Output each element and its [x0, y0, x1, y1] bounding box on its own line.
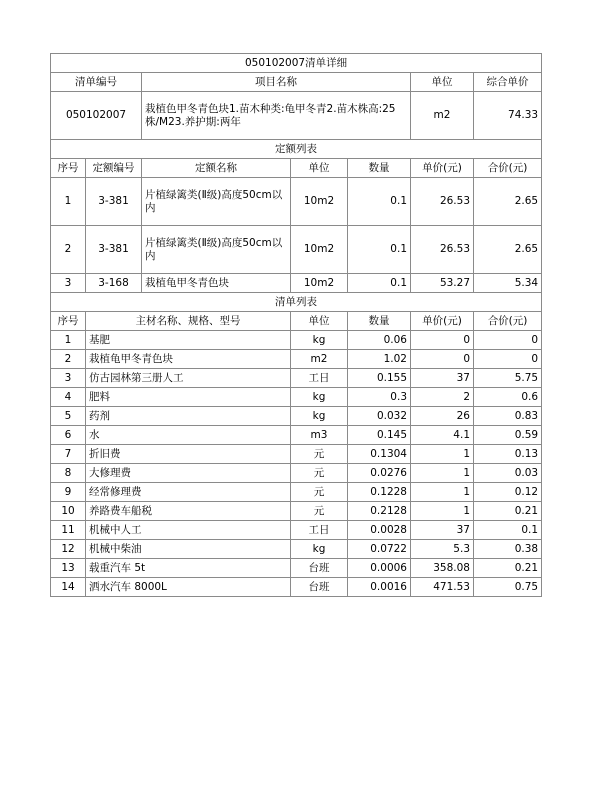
material-qty: 0.2128 — [348, 502, 411, 521]
material-qty: 0.0028 — [348, 521, 411, 540]
quota-row — [51, 274, 542, 293]
material-total: 0.83 — [474, 407, 542, 426]
material-no: 2 — [51, 350, 86, 369]
material-no: 1 — [51, 331, 86, 350]
material-name: 经常修理费 — [86, 483, 291, 502]
material-name: 药剂 — [86, 407, 291, 426]
material-unit: 元 — [291, 445, 348, 464]
material-total: 0.13 — [474, 445, 542, 464]
material-price: 1 — [411, 483, 474, 502]
material-price: 471.53 — [411, 578, 474, 597]
material-name: 大修理费 — [86, 464, 291, 483]
quota-qty: 0.1 — [348, 226, 411, 274]
material-row — [51, 540, 542, 559]
material-no: 11 — [51, 521, 86, 540]
detail-table — [50, 53, 542, 597]
material-total: 0.75 — [474, 578, 542, 597]
material-price: 37 — [411, 521, 474, 540]
quota-qty: 0.1 — [348, 178, 411, 226]
material-qty: 0.3 — [348, 388, 411, 407]
material-price-header: 单价(元) — [411, 312, 474, 331]
material-total: 0.6 — [474, 388, 542, 407]
quota-code-header: 定额编号 — [86, 159, 142, 178]
material-name-header: 主材名称、规格、型号 — [86, 312, 291, 331]
list-item-unit: m2 — [411, 92, 474, 140]
quota-section-title: 定额列表 — [51, 140, 542, 159]
material-unit: 元 — [291, 464, 348, 483]
quota-price: 26.53 — [411, 178, 474, 226]
material-no: 12 — [51, 540, 86, 559]
material-qty: 0.06 — [348, 331, 411, 350]
material-no: 4 — [51, 388, 86, 407]
list-item-code: 050102007 — [51, 92, 142, 140]
material-no: 6 — [51, 426, 86, 445]
material-no: 9 — [51, 483, 86, 502]
list-code-header: 清单编号 — [51, 73, 142, 92]
material-row — [51, 483, 542, 502]
material-no: 3 — [51, 369, 86, 388]
material-unit: kg — [291, 331, 348, 350]
material-price: 37 — [411, 369, 474, 388]
material-unit: kg — [291, 388, 348, 407]
material-total: 0.38 — [474, 540, 542, 559]
material-unit: 元 — [291, 502, 348, 521]
material-unit: kg — [291, 540, 348, 559]
material-name: 折旧费 — [86, 445, 291, 464]
material-total: 0.1 — [474, 521, 542, 540]
list-price-header: 综合单价 — [474, 73, 542, 92]
list-item-price: 74.33 — [474, 92, 542, 140]
material-price: 0 — [411, 331, 474, 350]
material-unit: 工日 — [291, 369, 348, 388]
material-price: 5.3 — [411, 540, 474, 559]
quota-name: 栽植龟甲冬青色块 — [142, 274, 291, 293]
material-row — [51, 369, 542, 388]
material-unit: m2 — [291, 350, 348, 369]
material-total: 0.03 — [474, 464, 542, 483]
material-unit: 工日 — [291, 521, 348, 540]
material-qty: 0.1228 — [348, 483, 411, 502]
quota-total: 5.34 — [474, 274, 542, 293]
material-price: 0 — [411, 350, 474, 369]
material-qty: 0.0276 — [348, 464, 411, 483]
material-qty-header: 数量 — [348, 312, 411, 331]
material-row — [51, 350, 542, 369]
material-total: 0.12 — [474, 483, 542, 502]
material-row — [51, 407, 542, 426]
quota-total: 2.65 — [474, 226, 542, 274]
quota-header-row — [51, 159, 542, 178]
table-title: 050102007清单详细 — [51, 54, 542, 73]
quota-unit: 10m2 — [291, 274, 348, 293]
material-name: 水 — [86, 426, 291, 445]
material-total: 0.59 — [474, 426, 542, 445]
material-no-header: 序号 — [51, 312, 86, 331]
quota-no: 3 — [51, 274, 86, 293]
material-total: 0.21 — [474, 559, 542, 578]
material-no: 8 — [51, 464, 86, 483]
material-qty: 0.0722 — [348, 540, 411, 559]
material-row — [51, 331, 542, 350]
material-qty: 0.0016 — [348, 578, 411, 597]
quota-row — [51, 178, 542, 226]
quota-price: 26.53 — [411, 226, 474, 274]
material-header-row — [51, 312, 542, 331]
material-row — [51, 388, 542, 407]
material-unit: 台班 — [291, 559, 348, 578]
material-name: 洒水汽车 8000L — [86, 578, 291, 597]
quota-name: 片植绿篱类(Ⅱ级)高度50cm以内 — [142, 226, 291, 274]
material-price: 1 — [411, 445, 474, 464]
material-row — [51, 578, 542, 597]
material-section-title: 清单列表 — [51, 293, 542, 312]
material-total: 0.21 — [474, 502, 542, 521]
material-qty: 0.155 — [348, 369, 411, 388]
material-qty: 0.1304 — [348, 445, 411, 464]
material-qty: 0.0006 — [348, 559, 411, 578]
material-no: 7 — [51, 445, 86, 464]
material-price: 2 — [411, 388, 474, 407]
material-qty: 0.145 — [348, 426, 411, 445]
quota-no-header: 序号 — [51, 159, 86, 178]
material-row — [51, 559, 542, 578]
material-price: 4.1 — [411, 426, 474, 445]
quota-unit-header: 单位 — [291, 159, 348, 178]
quota-code: 3-381 — [86, 178, 142, 226]
material-price: 26 — [411, 407, 474, 426]
material-name: 载重汽车 5t — [86, 559, 291, 578]
material-unit: 台班 — [291, 578, 348, 597]
material-name: 养路费车船税 — [86, 502, 291, 521]
material-no: 5 — [51, 407, 86, 426]
quota-unit: 10m2 — [291, 226, 348, 274]
material-row — [51, 502, 542, 521]
quota-unit: 10m2 — [291, 178, 348, 226]
material-total: 5.75 — [474, 369, 542, 388]
material-name: 栽植龟甲冬青色块 — [86, 350, 291, 369]
quota-code: 3-168 — [86, 274, 142, 293]
material-price: 1 — [411, 464, 474, 483]
material-unit: m3 — [291, 426, 348, 445]
material-price: 1 — [411, 502, 474, 521]
material-name: 基肥 — [86, 331, 291, 350]
material-unit-header: 单位 — [291, 312, 348, 331]
list-unit-header: 单位 — [411, 73, 474, 92]
quota-qty: 0.1 — [348, 274, 411, 293]
quota-row — [51, 226, 542, 274]
material-total: 0 — [474, 331, 542, 350]
material-unit: kg — [291, 407, 348, 426]
quota-qty-header: 数量 — [348, 159, 411, 178]
material-no: 10 — [51, 502, 86, 521]
quota-price-header: 单价(元) — [411, 159, 474, 178]
material-price: 358.08 — [411, 559, 474, 578]
material-name: 机械中柴油 — [86, 540, 291, 559]
material-row — [51, 464, 542, 483]
material-row — [51, 521, 542, 540]
material-qty: 0.032 — [348, 407, 411, 426]
material-no: 14 — [51, 578, 86, 597]
material-name: 机械中人工 — [86, 521, 291, 540]
material-row — [51, 445, 542, 464]
quota-total-header: 合价(元) — [474, 159, 542, 178]
material-row — [51, 426, 542, 445]
quota-name: 片植绿篱类(Ⅱ级)高度50cm以内 — [142, 178, 291, 226]
quota-total: 2.65 — [474, 178, 542, 226]
material-qty: 1.02 — [348, 350, 411, 369]
quota-no: 2 — [51, 226, 86, 274]
list-item-name: 栽植色甲冬青色块1.苗木种类:龟甲冬青2.苗木株高:25株/M23.养护期:两年 — [142, 92, 411, 140]
material-total-header: 合价(元) — [474, 312, 542, 331]
quota-price: 53.27 — [411, 274, 474, 293]
material-total: 0 — [474, 350, 542, 369]
material-name: 肥料 — [86, 388, 291, 407]
quota-code: 3-381 — [86, 226, 142, 274]
material-name: 仿古园林第三册人工 — [86, 369, 291, 388]
material-no: 13 — [51, 559, 86, 578]
quota-name-header: 定额名称 — [142, 159, 291, 178]
material-unit: 元 — [291, 483, 348, 502]
list-name-header: 项目名称 — [142, 73, 411, 92]
quota-no: 1 — [51, 178, 86, 226]
